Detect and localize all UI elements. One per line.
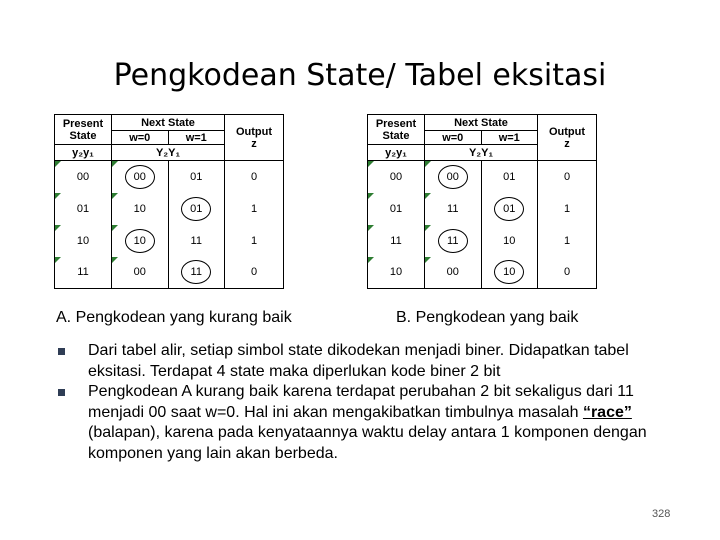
output-cell — [538, 257, 597, 289]
corner-marker-icon — [55, 225, 61, 231]
next-state-cell — [168, 225, 225, 257]
next-state-cell — [425, 225, 482, 257]
circled-stable-state: 00 — [125, 165, 155, 189]
cell-value: 00 — [133, 266, 146, 279]
corner-marker-icon — [55, 161, 61, 167]
cell-value: 1 — [250, 234, 258, 247]
corner-marker-icon — [425, 225, 431, 231]
bullet-item: Pengkodean A kurang baik karena terdapat perubahan 2 bit sekaligus dari 11 menjadi 00 saat w=0. Hal ini akan mengakibatkan timbulnya masalah “race” (balapan), karena pada kenyataannya waktu delay antara 1 komponen dengan komponen yang lain akan berbeda. — [58, 382, 688, 464]
cell-value: 01 — [76, 202, 90, 215]
table-row — [55, 193, 284, 225]
corner-marker-icon — [368, 161, 374, 167]
output-header: Output z — [538, 115, 597, 161]
next-state-cell — [112, 225, 169, 257]
circled-stable-state: 10 — [125, 229, 155, 253]
cell-value: 0 — [250, 170, 258, 183]
circled-stable-state: 00 — [438, 165, 468, 189]
next-state-cell — [112, 193, 169, 225]
present-state-cell — [55, 225, 112, 257]
next-code-header: Y₂Y₁ — [112, 145, 225, 161]
cell-value: 10 — [133, 202, 146, 215]
present-state-cell — [55, 161, 112, 193]
cell-value: 0 — [563, 170, 571, 183]
w0-header: w=0 — [425, 131, 482, 145]
cell-value: 1 — [250, 202, 258, 215]
cell-value: 00 — [389, 170, 403, 183]
circled-stable-state: 11 — [181, 260, 211, 284]
excitation-table-a — [54, 114, 284, 289]
present-state-cell — [368, 225, 425, 257]
circled-stable-state: 01 — [181, 197, 211, 221]
cell-value: 00 — [76, 170, 90, 183]
page-number: 328 — [652, 508, 671, 520]
next-state-header: Next State — [425, 115, 538, 131]
present-state-header: Present State — [55, 115, 112, 145]
output-cell — [225, 161, 284, 193]
w1-header: w=1 — [481, 131, 538, 145]
cell-value: 0 — [563, 266, 571, 279]
slide-title: Pengkodean State/ Tabel eksitasi — [113, 58, 607, 93]
corner-marker-icon — [112, 225, 118, 231]
present-state-cell — [55, 257, 112, 289]
corner-marker-icon — [112, 257, 118, 263]
corner-marker-icon — [425, 193, 431, 199]
cell-value: 1 — [563, 202, 571, 215]
cell-value: 00 — [446, 266, 459, 279]
cell-value: 01 — [389, 202, 403, 215]
w1-header: w=1 — [168, 131, 225, 145]
cell-value: 0 — [250, 266, 258, 279]
corner-marker-icon — [368, 193, 374, 199]
next-state-cell — [168, 257, 225, 289]
corner-marker-icon — [368, 257, 374, 263]
next-state-cell — [425, 161, 482, 193]
next-state-cell — [112, 257, 169, 289]
present-state-cell — [55, 193, 112, 225]
cell-value: 11 — [77, 266, 89, 279]
output-cell — [225, 193, 284, 225]
table-row — [55, 257, 284, 289]
output-cell — [225, 225, 284, 257]
next-state-cell — [481, 193, 538, 225]
corner-marker-icon — [425, 161, 431, 167]
next-state-cell — [168, 193, 225, 225]
caption-b: B. Pengkodean yang baik — [396, 309, 579, 326]
square-bullet-icon — [58, 348, 65, 355]
next-state-header: Next State — [112, 115, 225, 131]
output-cell — [225, 257, 284, 289]
table-row — [368, 257, 597, 289]
table-row — [368, 161, 597, 193]
corner-marker-icon — [425, 257, 431, 263]
cell-value: 11 — [190, 234, 202, 247]
output-cell — [538, 193, 597, 225]
present-code-header: y₂y₁ — [55, 145, 112, 161]
present-state-cell — [368, 257, 425, 289]
race-term: “race” — [582, 403, 632, 421]
output-cell — [538, 161, 597, 193]
next-code-header: Y₂Y₁ — [425, 145, 538, 161]
next-state-cell — [481, 225, 538, 257]
next-state-cell — [425, 193, 482, 225]
present-state-cell — [368, 161, 425, 193]
table-row — [55, 225, 284, 257]
square-bullet-icon — [58, 389, 65, 396]
cell-value: 10 — [389, 266, 403, 279]
next-state-cell — [481, 161, 538, 193]
excitation-table-b — [367, 114, 597, 289]
circled-stable-state: 10 — [494, 260, 524, 284]
caption-a: A. Pengkodean yang kurang baik — [56, 309, 292, 326]
circled-stable-state: 11 — [438, 229, 468, 253]
cell-value: 11 — [447, 202, 459, 215]
present-code-header: y₂y₁ — [368, 145, 425, 161]
cell-value: 11 — [390, 234, 402, 247]
cell-value: 01 — [503, 170, 516, 183]
cell-value: 1 — [563, 234, 571, 247]
present-state-header: Present State — [368, 115, 425, 145]
bullet-list — [58, 341, 688, 464]
output-header: Output z — [225, 115, 284, 161]
cell-value: 10 — [503, 234, 516, 247]
next-state-cell — [112, 161, 169, 193]
bullet-item: Dari tabel alir, setiap simbol state dikodekan menjadi biner. Didapatkan tabel eksitasi. Terdapat 4 state maka diperlukan kode biner 2 bit — [58, 341, 688, 382]
table-row — [368, 193, 597, 225]
table-row — [55, 161, 284, 193]
w0-header: w=0 — [112, 131, 169, 145]
next-state-cell — [481, 257, 538, 289]
present-state-cell — [368, 193, 425, 225]
corner-marker-icon — [55, 257, 61, 263]
table-row — [368, 225, 597, 257]
output-cell — [538, 225, 597, 257]
corner-marker-icon — [112, 193, 118, 199]
circled-stable-state: 01 — [494, 197, 524, 221]
corner-marker-icon — [55, 193, 61, 199]
next-state-cell — [168, 161, 225, 193]
corner-marker-icon — [368, 225, 374, 231]
next-state-cell — [425, 257, 482, 289]
corner-marker-icon — [112, 161, 118, 167]
cell-value: 01 — [190, 170, 203, 183]
cell-value: 10 — [76, 234, 90, 247]
